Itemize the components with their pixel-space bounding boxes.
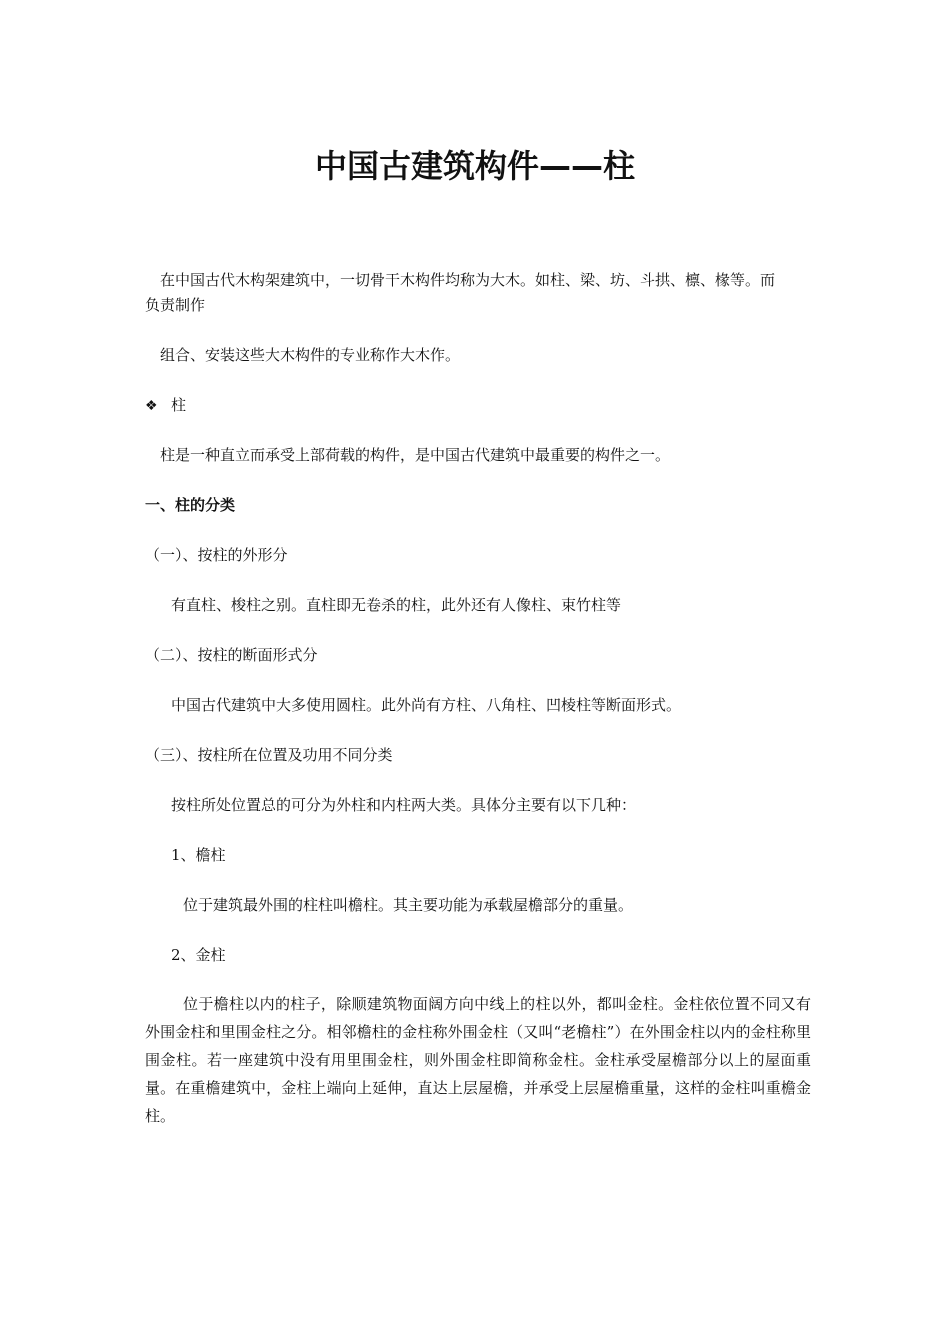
subsection-2-heading: （二）、按柱的断面形式分 <box>145 646 318 664</box>
section-heading: 一、柱的分类 <box>145 496 236 514</box>
item-2-heading: 2、金柱 <box>171 946 226 964</box>
subsection-1-heading: （一）、按柱的外形分 <box>145 546 288 564</box>
item-2-text: 位于檐柱以内的柱子，除顺建筑物面阔方向中线上的柱以外，都叫金柱。金柱依位置不同又有外围金柱和里围金柱之分。相邻檐柱的金柱称外围金柱（又叫“老檐柱”）在外围金柱以内的金柱称里围金柱。若一座建筑中没有用里围金柱，则外围金柱即简称金柱。金柱承受屋檐部分以上的屋面重量。在重檐建筑中，金柱上端向上延伸，直达上层屋檐，并承受上层屋檐重量，这样的金柱叫重檐金柱。 <box>145 995 811 1125</box>
bullet-label: 柱 <box>171 396 187 414</box>
intro-line-2: 负责制作 <box>145 296 206 314</box>
document-title: 中国古建筑构件——柱 <box>314 147 635 185</box>
intro-line-3: 组合、安装这些大木构件的专业称作大木作。 <box>160 346 461 364</box>
subsection-3-text: 按柱所处位置总的可分为外柱和内柱两大类。具体分主要有以下几种： <box>171 796 637 814</box>
definition-text: 柱是一种直立而承受上部荷载的构件，是中国古代建筑中最重要的构件之一。 <box>160 446 671 464</box>
subsection-1-text: 有直柱、梭柱之别。直柱即无卷杀的柱，此外还有人像柱、束竹柱等 <box>171 596 622 614</box>
item-1-heading: 1、檐柱 <box>171 846 226 864</box>
intro-line-1: 在中国古代木构架建筑中，一切骨干木构件均称为大木。如柱、梁、坊、斗拱、檩、椽等。而 <box>160 271 776 289</box>
bullet-item-zhu <box>145 393 186 418</box>
item-1-text: 位于建筑最外围的柱柱叫檐柱。其主要功能为承载屋檐部分的重量。 <box>183 896 634 914</box>
subsection-2-text: 中国古代建筑中大多使用圆柱。此外尚有方柱、八角柱、凹棱柱等断面形式。 <box>171 696 682 714</box>
subsection-3-heading: （三）、按柱所在位置及功用不同分类 <box>145 746 393 764</box>
diamond-bullet-icon: ❖ <box>145 398 158 414</box>
